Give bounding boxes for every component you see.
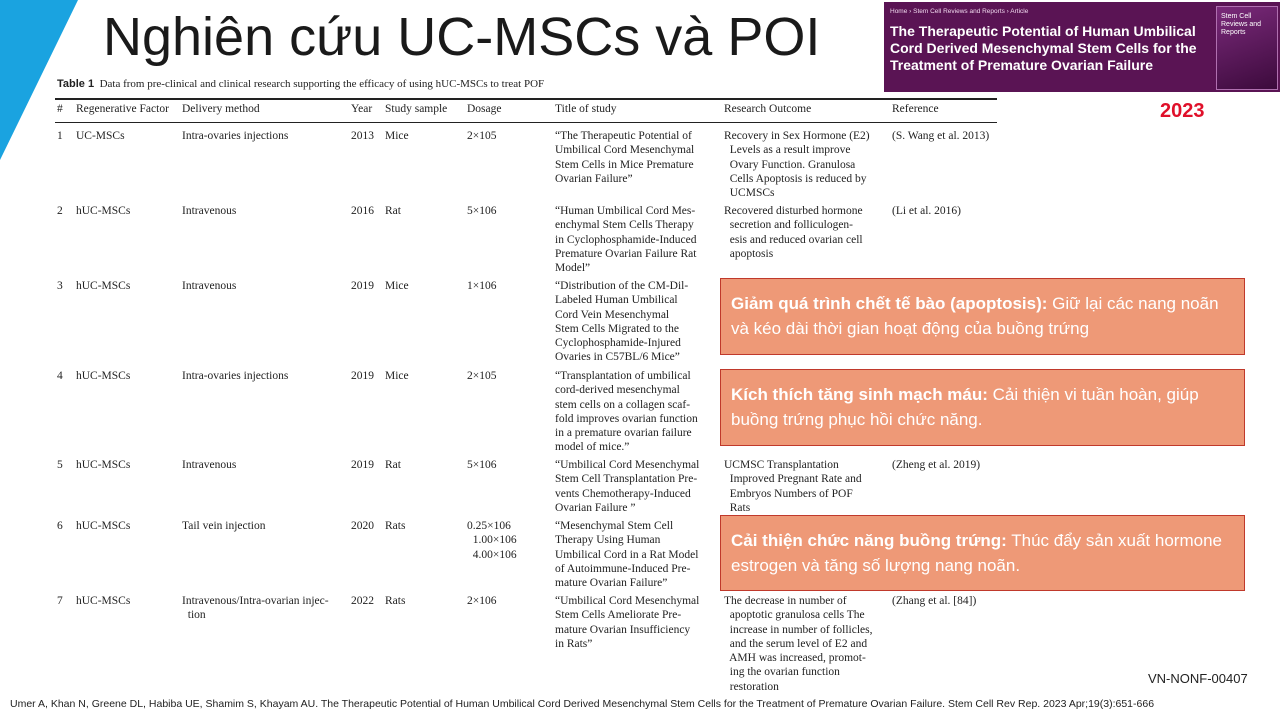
journal-breadcrumb: Home › Stem Cell Reviews and Reports › Article [890, 8, 1029, 15]
row-dosage: 5×106 [467, 205, 497, 217]
note-angiogenesis-heading: Kích thích tăng sinh mạch máu: [731, 385, 988, 404]
row-number: 3 [57, 280, 63, 292]
row-sample: Mice [385, 280, 409, 292]
row-year: 2020 [351, 520, 374, 532]
row-year: 2019 [351, 370, 374, 382]
row-year: 2019 [351, 280, 374, 292]
journal-article-title: The Therapeutic Potential of Human Umbilical Cord Derived Mesenchymal Stem Cells for the Treatment of Premature Ovarian Failure [890, 23, 1197, 73]
row-method: Intravenous [182, 205, 237, 217]
row-factor: hUC-MSCs [76, 370, 131, 382]
row-sample: Rats [385, 595, 406, 607]
note-ovarian-function [720, 515, 1245, 591]
note-apoptosis [720, 278, 1245, 355]
header-sample: Study sample [385, 103, 448, 115]
header-year: Year [351, 103, 373, 115]
table-caption [57, 78, 544, 90]
row-method: Intravenous [182, 280, 237, 292]
row-title: “Distribution of the CM-Dil- Labeled Human Umbilical Cord Vein Mesenchymal Stem Cells Migrated to the Cyclophosphamide-Injured Ovaries in C57BL/6 Mice” [555, 280, 689, 364]
row-dosage: 5×106 [467, 459, 497, 471]
row-year: 2019 [351, 459, 374, 471]
row-title: “Umbilical Cord Mesenchymal Stem Cells Ameliorate Pre- mature Ovarian Insufficiency in Rats” [555, 595, 700, 650]
row-year: 2013 [351, 130, 374, 142]
header-dosage: Dosage [467, 103, 502, 115]
row-outcome: Recovery in Sex Hormone (E2) Levels as a result improve Ovary Function. Granulosa Cells Apoptosis is reduced by UCMSCs [724, 130, 870, 200]
header-method: Delivery method [182, 103, 260, 115]
row-method: Intravenous [182, 459, 237, 471]
row-outcome: The decrease in number of apoptotic granulosa cells The increase in number of follicles, and the serum level of E2 and AMH was increased, promot- ing the ovarian function restoration [724, 595, 873, 693]
header-title: Title of study [555, 103, 617, 115]
row-sample: Mice [385, 130, 409, 142]
note-ovarian-function-heading: Cải thiện chức năng buồng trứng: [731, 531, 1007, 550]
row-sample: Rat [385, 459, 401, 471]
row-title: “Umbilical Cord Mesenchymal Stem Cell Transplantation Pre- vents Chemotherapy-Induced Ovarian Failure ” [555, 459, 700, 514]
row-dosage: 0.25×106 1.00×106 4.00×106 [467, 520, 517, 561]
row-method: Intravenous/Intra-ovarian injec- tion [182, 595, 329, 622]
row-reference: (Li et al. 2016) [892, 205, 961, 217]
row-outcome: UCMSC Transplantation Improved Pregnant Rate and Embryos Numbers of POF Rats [724, 459, 862, 514]
header-num: # [57, 103, 63, 115]
table-label: Table 1 [57, 78, 95, 90]
row-outcome: Recovered disturbed hormone secretion and folliculogen- esis and reduced ovarian cell apoptosis [724, 205, 863, 260]
table-caption-text: Data from pre-clinical and clinical research supporting the efficacy of using hUC-MSCs to treat POF [99, 78, 545, 90]
note-apoptosis-heading: Giảm quá trình chết tế bào (apoptosis): [731, 294, 1048, 313]
note-angiogenesis [720, 369, 1245, 446]
header-factor: Regenerative Factor [76, 103, 169, 115]
citation: Umer A, Khan N, Greene DL, Habiba UE, Shamim S, Khayam AU. The Therapeutic Potential of Human Umbilical Cord Derived Mesenchymal Stem Cells for the Treatment of Premature Ovarian Failure. Stem Cell Rev Rep. 2023 Apr;19(3):651-666 [10, 698, 1155, 710]
row-factor: hUC-MSCs [76, 595, 131, 607]
row-reference: (Zhang et al. [84]) [892, 595, 977, 607]
row-factor: hUC-MSCs [76, 459, 131, 471]
table-top-rule [55, 98, 997, 100]
slide-title: Nghiên cứu UC-MSCs và POI [103, 7, 821, 67]
note-ovarian-function-text: Thúc đẩy sản xuất hormone estrogen và tăng số lượng nang noãn. [731, 531, 1222, 575]
row-sample: Rat [385, 205, 401, 217]
table-header-rule [55, 122, 997, 123]
note-angiogenesis-text: Cải thiện vi tuần hoàn, giúp buồng trứng phục hồi chức năng. [731, 385, 1199, 429]
row-factor: UC-MSCs [76, 130, 125, 142]
note-apoptosis-text: Giữ lại các nang noãn và kéo dài thời gian hoạt động của buồng trứng [731, 294, 1219, 338]
row-number: 5 [57, 459, 63, 471]
header-reference: Reference [892, 103, 939, 115]
row-title: “Human Umbilical Cord Mes- enchymal Stem Cells Therapy in Cyclophosphamide-Induced Premature Ovarian Failure Rat Model” [555, 205, 697, 275]
header-outcome: Research Outcome [724, 103, 812, 115]
row-reference: (Zheng et al. 2019) [892, 459, 981, 471]
row-method: Tail vein injection [182, 520, 266, 532]
row-dosage: 1×106 [467, 280, 497, 292]
row-dosage: 2×105 [467, 370, 497, 382]
publication-year: 2023 [1160, 100, 1205, 122]
row-method: Intra-ovaries injections [182, 370, 289, 382]
document-code: VN-NONF-00407 [1148, 671, 1248, 686]
journal-cover [1216, 6, 1278, 90]
row-number: 2 [57, 205, 63, 217]
row-year: 2016 [351, 205, 374, 217]
row-factor: hUC-MSCs [76, 205, 131, 217]
row-title: “Mesenchymal Stem Cell Therapy Using Human Umbilical Cord in a Rat Model of Autoimmune-Induced Pre- mature Ovarian Failure” [555, 520, 699, 590]
row-dosage: 2×106 [467, 595, 497, 607]
row-number: 4 [57, 370, 63, 382]
row-title: “Transplantation of umbilical cord-derived mesenchymal stem cells on a collagen scaf- fold improves ovarian function in a premature ovarian failure model of mice.” [555, 370, 698, 454]
row-dosage: 2×105 [467, 130, 497, 142]
journal-cover-title: Stem Cell Reviews and Reports [1221, 13, 1262, 36]
row-sample: Mice [385, 370, 409, 382]
row-method: Intra-ovaries injections [182, 130, 289, 142]
row-title: “The Therapeutic Potential of Umbilical Cord Mesenchymal Stem Cells in Mice Premature Ovarian Failure” [555, 130, 695, 185]
journal-banner [884, 2, 1280, 92]
row-reference: (S. Wang et al. 2013) [892, 130, 990, 142]
row-number: 7 [57, 595, 63, 607]
row-factor: hUC-MSCs [76, 280, 131, 292]
row-sample: Rats [385, 520, 406, 532]
row-year: 2022 [351, 595, 374, 607]
row-number: 1 [57, 130, 63, 142]
row-number: 6 [57, 520, 63, 532]
row-factor: hUC-MSCs [76, 520, 131, 532]
